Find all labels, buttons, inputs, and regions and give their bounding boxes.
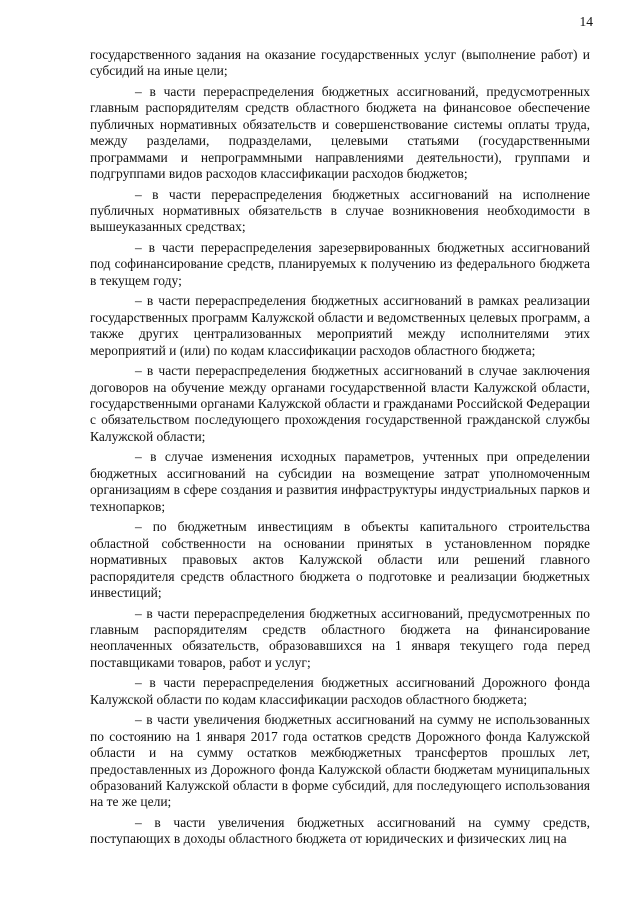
paragraph-6: – в части перераспределения бюджетных ассигнований в случае заключения договоров на обучение между органами государственной власти Калужской области, государственными органами Калужской области и гражданами Российской Федерации с обязательством последующего прохождения государственной гражданской службы Калужской области; bbox=[90, 363, 590, 444]
paragraph-7: – в случае изменения исходных параметров, учтенных при определении бюджетных ассигнований на субсидии на возмещение затрат уполномоченным организациям в сфере создания и развития инфраструктуры индустриальных парков и технопарков; bbox=[90, 449, 590, 514]
paragraph-11: – в части увеличения бюджетных ассигнований на сумму не использованных по состоянию на 1 января 2017 года остатков средств Дорожного фонда Калужской области и на сумму остатков межбюджетных трансфертов прошлых лет, предоставленных из Дорожного фонда Калужской области бюджетам муниципальных образований Калужской области в форме субсидий, для последующего использования на те же цели; bbox=[90, 712, 590, 810]
page-number: 14 bbox=[579, 14, 593, 29]
paragraph-2: – в части перераспределения бюджетных ассигнований, предусмотренных главным распорядителям средств областного бюджета на финансовое обеспечение публичных нормативных обязательств и совершенствование системы оплаты труда, между разделами, подразделами, целевыми статьями (государственными программами и непрограммными направлениями деятельности), группами и подгруппами видов расходов классификации расходов бюджетов; bbox=[90, 84, 590, 182]
paragraph-5: – в части перераспределения бюджетных ассигнований в рамках реализации государственных программ Калужской области и ведомственных целевых программ, а также других централизованных мероприятий между исполнителями этих мероприятий и (или) по кодам классификации расходов областного бюджета; bbox=[90, 293, 590, 358]
paragraph-9: – в части перераспределения бюджетных ассигнований, предусмотренных по главным распорядителям средств областного бюджета на финансирование неоплаченных обязательств, образовавшихся на 1 января текущего года перед поставщиками товаров, работ и услуг; bbox=[90, 605, 590, 670]
paragraph-8: – по бюджетным инвестициям в объекты капитального строительства областной собственности на основании принятых в установленном порядке нормативных правовых актов Калужской области или решений главного распорядителя средств областного бюджета о подготовке и реализации бюджетных инвестиций; bbox=[90, 519, 590, 600]
paragraph-4: – в части перераспределения зарезервированных бюджетных ассигнований под софинансирование средств, планируемых к получению из федерального бюджета в текущем году; bbox=[90, 240, 590, 288]
paragraph-1: государственного задания на оказание государственных услуг (выполнение работ) и субсидий на иные цели; bbox=[90, 47, 590, 79]
paragraph-3: – в части перераспределения бюджетных ассигнований на исполнение публичных нормативных обязательств в случае возникновения необходимости в вышеуказанных средствах; bbox=[90, 186, 590, 235]
paragraph-12: – в части увеличения бюджетных ассигнований на сумму средств, поступающих в доходы областного бюджета от юридических и физических лиц на bbox=[90, 814, 590, 847]
document-body bbox=[90, 47, 590, 852]
paragraph-10: – в части перераспределения бюджетных ассигнований Дорожного фонда Калужской области по кодам классификации расходов областного бюджета; bbox=[90, 675, 590, 707]
